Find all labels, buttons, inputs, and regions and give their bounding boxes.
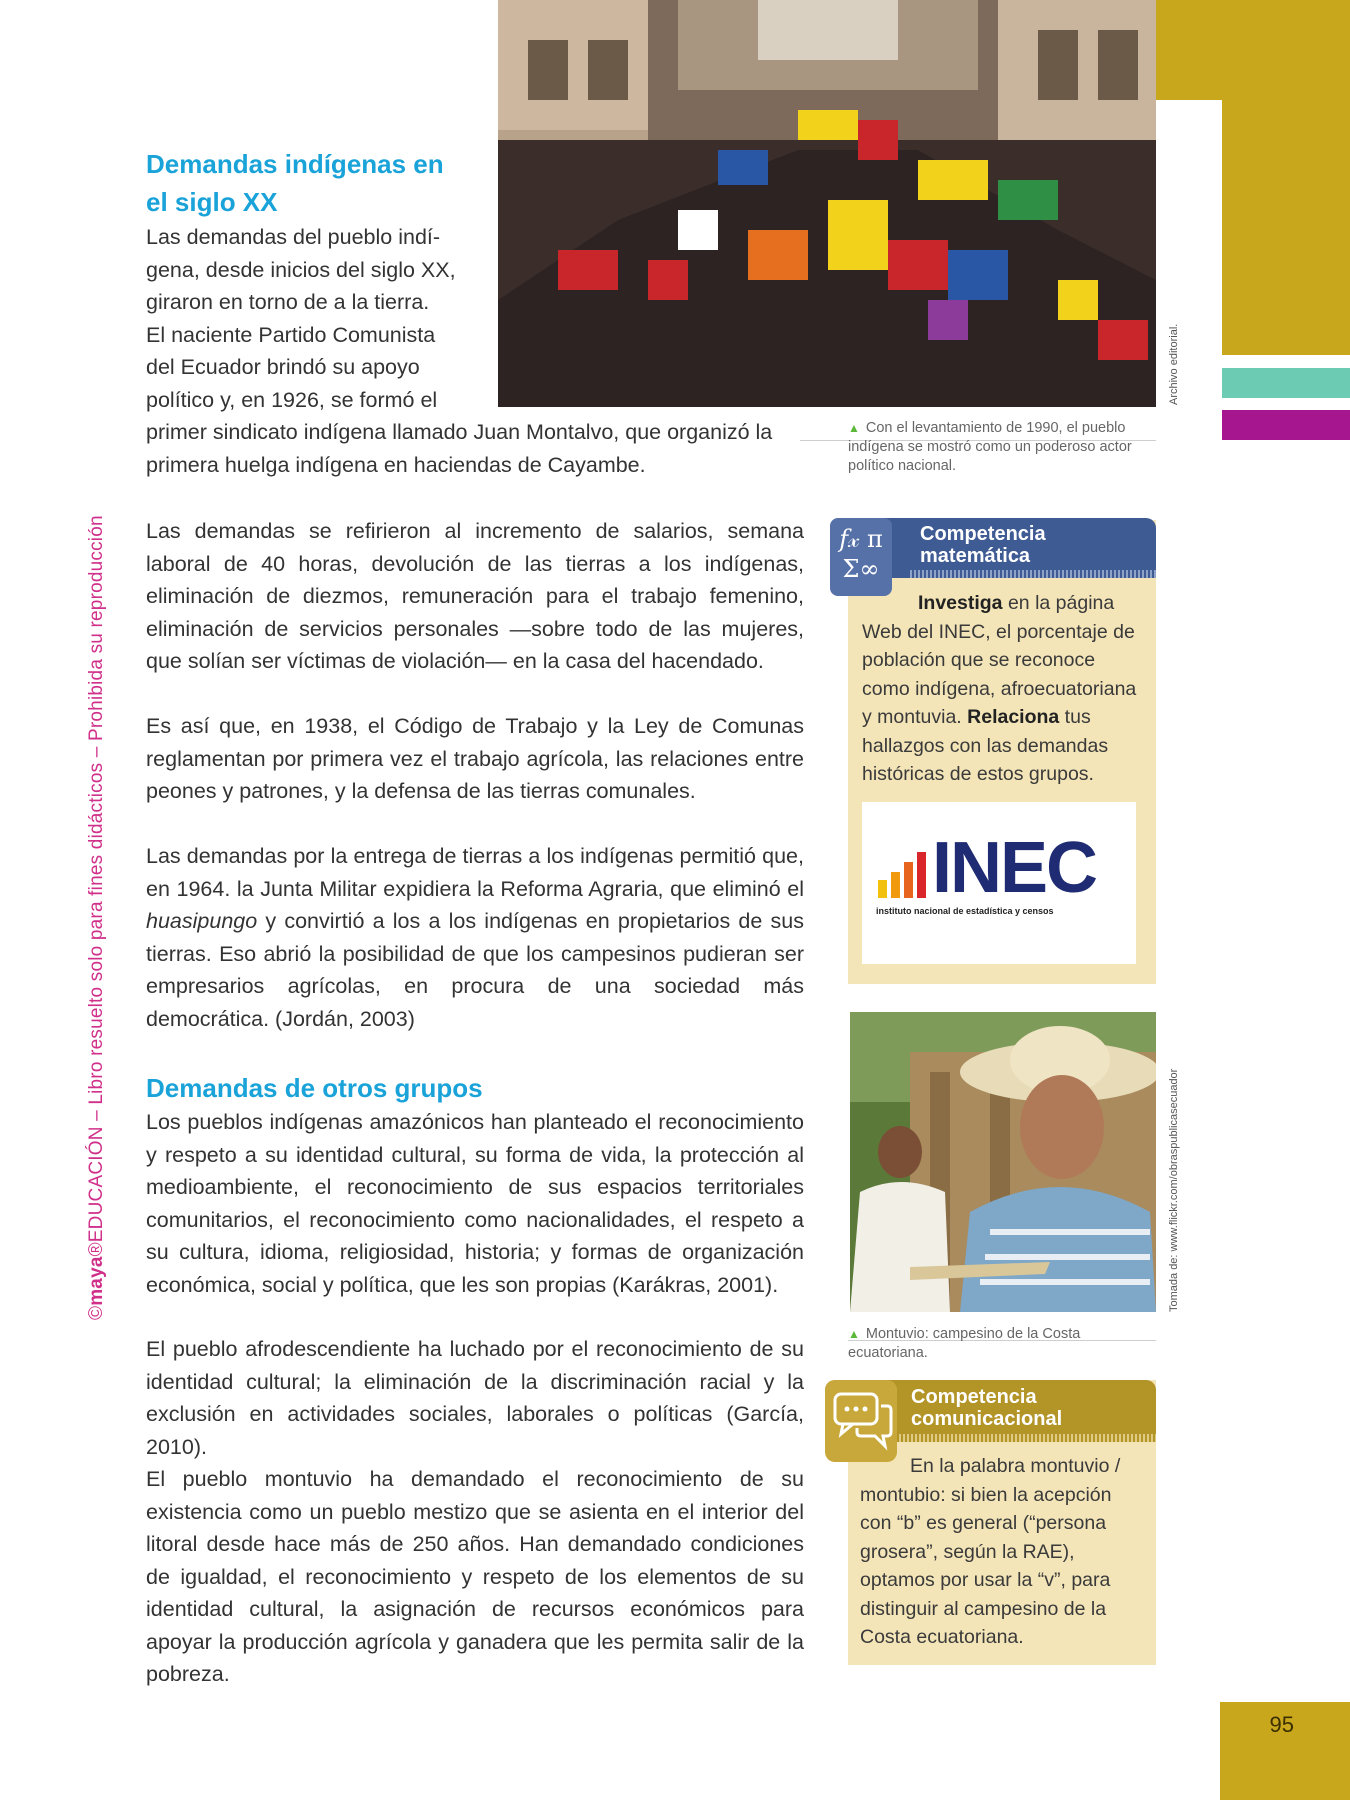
page-number: 95 (1269, 1712, 1294, 1737)
intro-wide: primer sindicato indígena llamado Juan Montalvo, que organizó la primera huelga indígena en haciendas de Cayambe. (146, 420, 773, 477)
math-symbols-icon: 𝑓𝓍 π Σ∞ (830, 518, 892, 596)
copyright-symbol: © (86, 1305, 107, 1320)
competencia-comunicacional-text: En la palabra montuvio / montubio: si bien la acepción con “b” es general (“persona grosera”, según la RAE), optamos por usar la “v”, para distinguir al campesino de la Costa ecuatoriana. (860, 1455, 1121, 1648)
paragraph-codigo-trabajo: Es así que, en 1938, el Código de Trabajo y la Ley de Comunas reglamentan por primera vez el trabajo agrícola, las relaciones entre peones y patrones, y la defensa de las tierras comunales. (146, 714, 804, 803)
photo2-caption: ▲ Montuvio: campesino de la Costa ecuatoriana. (848, 1326, 1081, 1361)
inec-logo (862, 802, 1136, 964)
triangle-bullet-icon: ▲ (848, 421, 860, 435)
photo-credit-archivo: Archivo editorial. (1168, 323, 1180, 405)
photo1-caption: ▲ Con el levantamiento de 1990, el pueblo indígena se mostró como un poderoso actor político nacional. (848, 420, 1132, 474)
brand-logo: maya (86, 1256, 107, 1306)
paragraph-afrodescendiente: El pueblo afrodescendiente ha luchado por el reconocimiento de su identidad cultural; la eliminación de la discriminación racial y la exclusión en actividades sociales, laborales o políticas (García, 2010). (146, 1337, 804, 1459)
decorative-bar-gold-side (1222, 100, 1350, 355)
speech-bubbles-icon (825, 1380, 897, 1462)
decorative-bar-teal (1222, 368, 1350, 398)
photo-credit-flickr: Tomada de: www.flickr.com/obraspublicasecuador (1168, 1068, 1180, 1312)
decorative-bar-gold (1155, 0, 1350, 100)
copyright-text: ®EDUCACIÓN – Libro resuelto solo para fines didácticos – Prohibida su reproducción (86, 515, 107, 1257)
competencia-comunicacional-title: Competencia comunicacional (911, 1386, 1063, 1430)
triangle-bullet-icon: ▲ (848, 1327, 860, 1341)
decorative-bar-magenta (1222, 410, 1350, 440)
paragraph-demands: Las demandas se refirieron al incremento de salarios, semana laboral de 40 horas, devolución de las tierras a los indígenas, eliminación de diezmos, remuneración para el trabajo femenino, eliminación de servicios personales —sobre todo de las mujeres, que solían ser víctimas de violación— en la casa del hacendado. (146, 519, 804, 673)
inec-logo-subtitle: instituto nacional de estadística y censos (876, 906, 1054, 916)
section-title: Demandas indígenas en el siglo XX (146, 149, 444, 217)
competencia-matematica-text: Investiga en la página Web del INEC, el porcentaje de población que se reconoce como indígena, afroecuatoriana y montuvia. Relaciona tus hallazgos con las demandas históricas de estos grupos. (862, 592, 1137, 785)
inec-logo-text: INEC (932, 828, 1097, 908)
montuvio-illustration (850, 1012, 1156, 1312)
protest-illustration (498, 0, 1156, 407)
emphasis-huasipungo: huasipungo (146, 909, 258, 933)
paragraph-montuvio: El pueblo montuvio ha demandado el reconocimiento de su existencia como un pueblo mestizo que se asienta en el interior del litoral desde hace más de 250 años. Han demandado condiciones de igualdad, el reconocimiento y respeto de los elementos de su identidad cultural, la asignación de recursos económicos para apoyar la producción agrícola y ganadera que les permita salir de la pobreza. (146, 1467, 804, 1686)
copyright-vertical (86, 515, 108, 1320)
paragraph-amazonicos: Los pueblos indígenas amazónicos han planteado el reconocimiento y respeto a su identidad cultural, su forma de vida, la protección al medioambiente, el reconocimiento de sus espacios territoriales comunitarios, el reconocimiento como nacionalidades, el respeto a su cultura, idioma, religiosidad, historia; y formas de organización económica, social y política, que les son propias (Karákras, 2001). (146, 1110, 804, 1297)
competencia-matematica-title: Competencia matemática (920, 523, 1046, 567)
paragraph-reforma-agraria: Las demandas por la entrega de tierras a los indígenas permitió que, en 1964. la Junta Militar expidiera la Reforma Agraria, que eliminó el huasipungo y convirtió a los a los indígenas en propietarios de sus tierras. Eso abrió la posibilidad de que los campesinos pudieran ser empresarios agrícolas, en procura de una sociedad más democrática. (Jordán, 2003) (146, 844, 804, 1031)
montuvio-photo (850, 1012, 1156, 1312)
intro-narrow: Las demandas del pueblo indí- gena, desde inicios del siglo XX, giraron en torno de a la tierra. El naciente Partido Comunista del Ecuador brindó su apoyo político y, en 1926, se formó el (146, 225, 456, 412)
protest-photo (498, 0, 1156, 407)
section-title-other-groups: Demandas de otros grupos (146, 1073, 483, 1103)
